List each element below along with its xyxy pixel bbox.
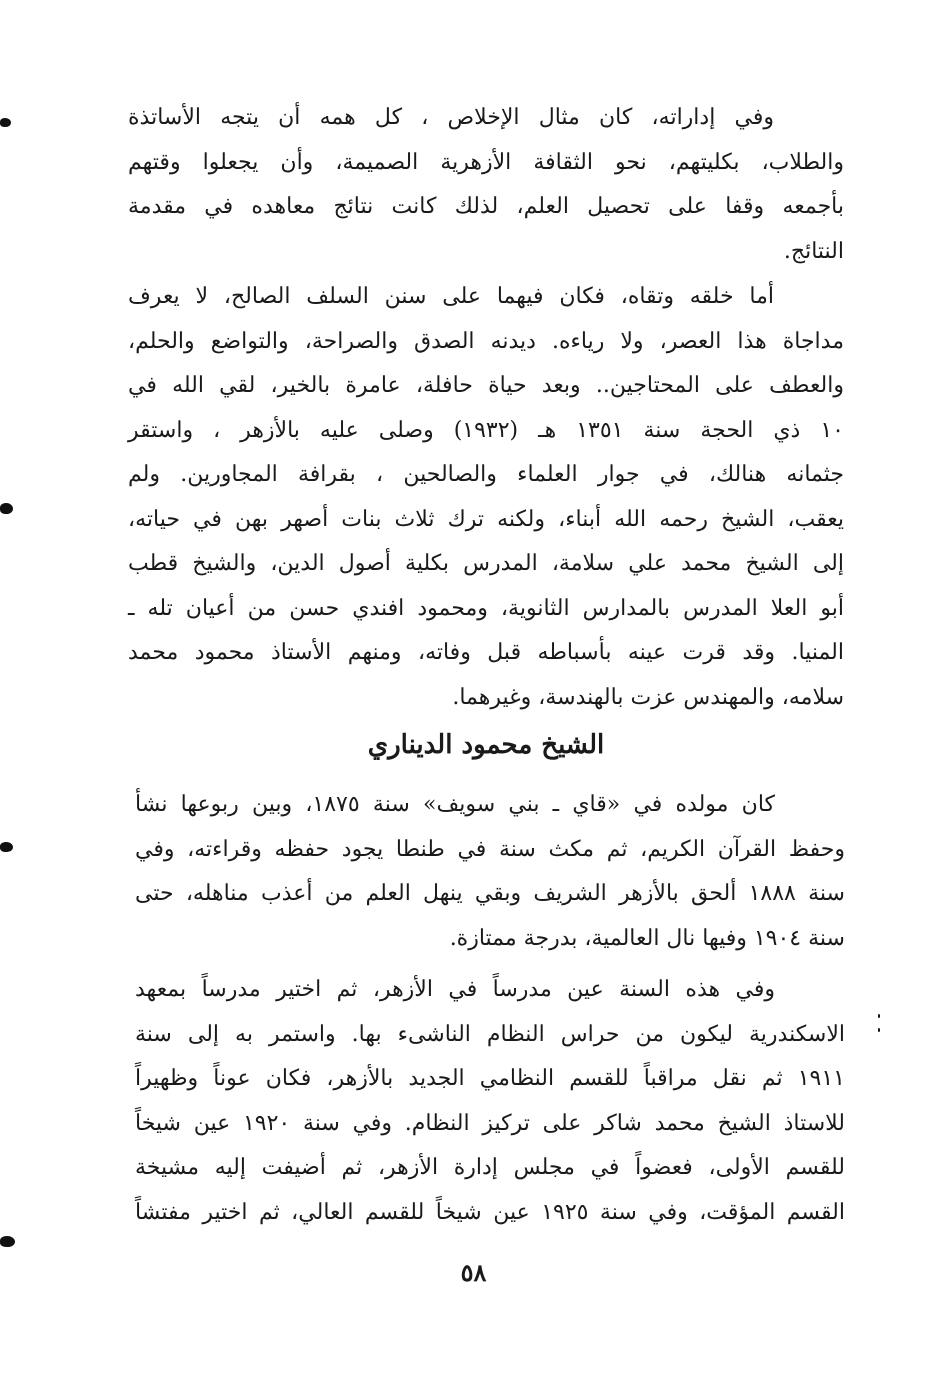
text-line: الاسكندرية ليكون من حراس النظام الناشىء بها. واستمر به إلى سنة	[135, 1021, 845, 1047]
text-line: للقسم الأولى، فعضواً في مجلس إدارة الأزهر، ثم أضيفت إليه مشيخة	[135, 1155, 845, 1180]
page-number: ٥٨	[460, 1258, 487, 1287]
text-line: سنة ١٩٠٤ وفيها نال العالمية، بدرجة ممتازة.	[449, 925, 845, 951]
text-line: وفي هذه السنة عين مدرساً في الأزهر، ثم اختير مدرساً بمعهد	[135, 977, 775, 1002]
paragraph-character	[128, 275, 844, 720]
text-line: جثمانه هنالك، في جوار العلماء والصالحين ، بقرافة المجاورين. ولم	[128, 462, 844, 487]
text-line: والعطف على المحتاجين.. وبعد حياة حافلة، عامرة بالخير، لقي الله في	[128, 373, 844, 398]
text-line: المنيا. وقد قرت عينه بأسباطه قبل وفاته، ومنهم الأستاذ محمود محمد	[128, 640, 844, 665]
text-line: وحفظ القرآن الكريم، ثم مكث سنة في طنطا يجود حفظه وقراءته، وفي	[135, 836, 845, 862]
text-line: النتائج.	[783, 238, 844, 264]
scan-artifact	[0, 842, 13, 852]
text-line: سنة ١٨٨٨ ألحق بالأزهر الشريف وبقي ينهل العلم من أعذب مناهله، حتى	[135, 881, 845, 906]
paragraph-career	[135, 968, 845, 1235]
text-line: بأجمعه وقفا على تحصيل العلم، لذلك كانت نتائج معاهده في مقدمة	[128, 194, 844, 219]
text-line: كان مولده في «قاي ـ بني سويف» سنة ١٨٧٥، وبين ربوعها نشأ	[135, 792, 775, 817]
text-line: وفي إداراته، كان مثال الإخلاص ، كل همه أن يتجه الأساتذة	[128, 105, 774, 130]
scan-artifact	[0, 503, 13, 514]
text-line: مداجاة هذا العصر، ولا رياءه. ديدنه الصدق والصراحة، والتواضع والحلم،	[128, 328, 844, 354]
scan-artifact	[0, 118, 11, 127]
scan-artifact	[0, 1236, 15, 1247]
paragraph-birth	[135, 783, 845, 961]
text-line: يعقب، الشيخ رحمه الله أبناء، ولكنه ترك ثلاث بنات أصهر بهن في حياته،	[128, 506, 844, 532]
text-line: إلى الشيخ محمد علي سلامة، المدرس بكلية أصول الدين، والشيخ قطب	[128, 551, 845, 576]
text-line: ١٩١١ ثم نقل مراقباً للقسم النظامي الجديد بالأزهر، فكان عوناً وظهيراً	[135, 1066, 845, 1091]
text-line: أبو العلا المدرس بالمدارس الثانوية، ومحمود افندي حسن من أعيان تله ـ	[128, 595, 844, 621]
text-line: أما خلقه وتقاه، فكان فيهما على سنن السلف الصالح، لا يعرف	[128, 284, 774, 309]
paragraph-administration	[128, 96, 844, 274]
text-line: للاستاذ الشيخ محمد شاكر على تركيز النظام. وفي سنة ١٩٢٠ عين شيخاً	[135, 1110, 845, 1136]
text-line: القسم المؤقت، وفي سنة ١٩٢٥ عين شيخاً للقسم العالي، ثم اختير مفتشاً	[135, 1199, 845, 1225]
section-heading: الشيخ محمود الديناري	[367, 730, 605, 760]
scan-artifact	[878, 1014, 880, 1018]
scan-artifact	[878, 1028, 880, 1032]
text-line: والطلاب، بكليتهم، نحو الثقافة الأزهرية الصميمة، وأن يجعلوا وقتهم	[128, 149, 844, 175]
text-line: سلامه، والمهندس عزت بالهندسة، وغيرهما.	[452, 684, 844, 710]
text-line: ١٠ ذي الحجة سنة ١٣٥١ هـ (١٩٣٢) وصلى عليه بالأزهر ، واستقر	[128, 417, 844, 443]
